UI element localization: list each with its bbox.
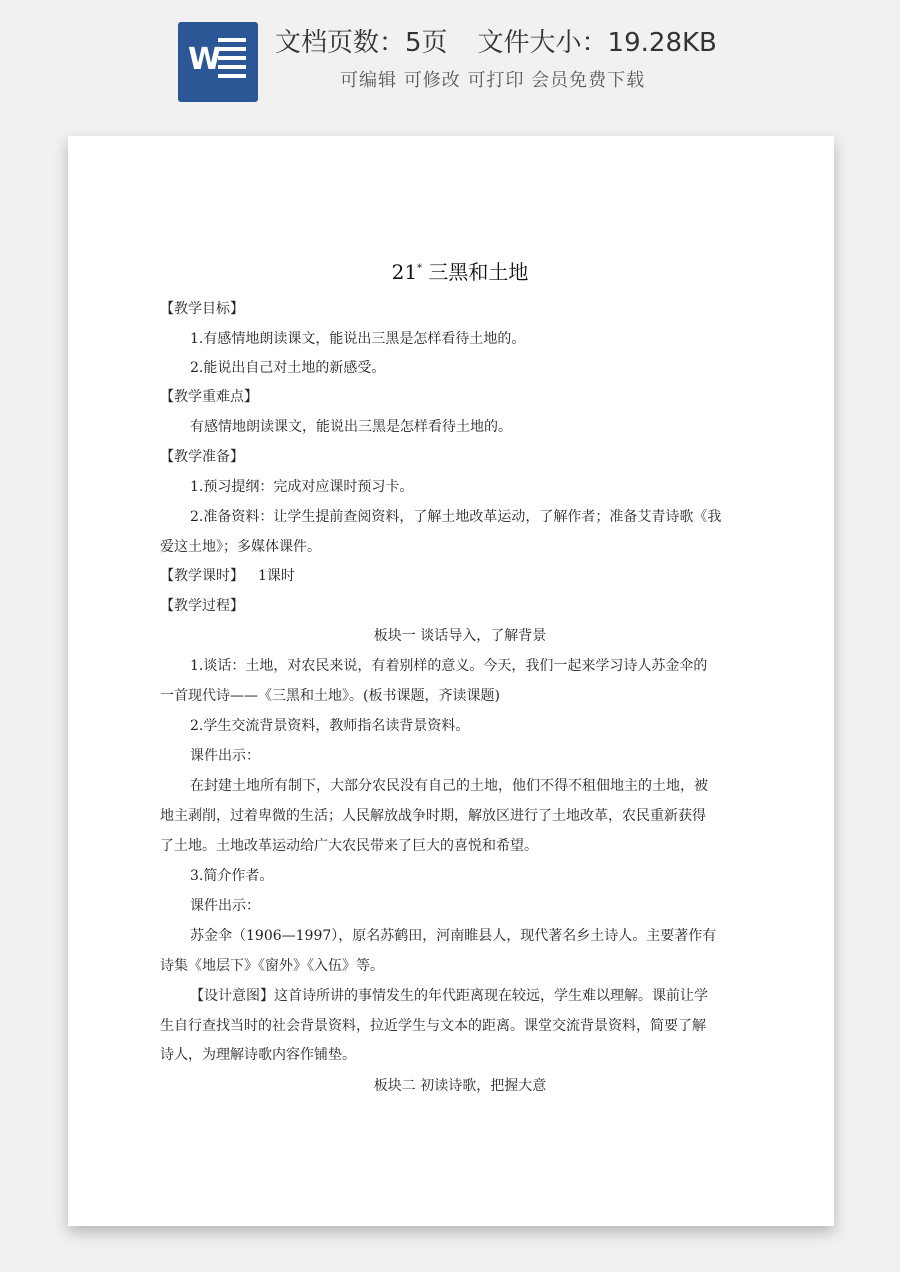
section-heading: 【教学过程】 (160, 598, 244, 614)
title-mark: * (417, 263, 423, 274)
word-letter: W (188, 42, 222, 77)
paragraph-line: 在封建土地所有制下，大部分农民没有自己的土地，他们不得不租佃地主的土地，被 (190, 778, 708, 794)
doc-info (275, 22, 717, 59)
paragraph-line: 生自行查找当时的社会背景资料，拉近学生与文本的距离。课堂交流背景资料，简要了解 (160, 1018, 706, 1034)
block-heading: 板块一 谈话导入，了解背景 (373, 628, 547, 644)
paragraph-line: 地主剥削，过着卑微的生活；人民解放战争时期，解放区进行了土地改革，农民重新获得 (160, 808, 706, 824)
document-page (68, 136, 834, 1226)
paragraph-line: 了土地。土地改革运动给广大农民带来了巨大的喜悦和希望。 (160, 838, 538, 854)
block-heading: 板块二 初读诗歌，把握大意 (373, 1078, 547, 1094)
title-number: 21 (391, 260, 418, 284)
title-text: 三黑和土地 (428, 260, 529, 284)
paragraph-line: 诗人，为理解诗歌内容作铺垫。 (160, 1047, 356, 1063)
lesson-hours-value: 1课时 (258, 568, 295, 584)
document-info-header (0, 0, 900, 120)
paragraph-line: 1.谈话：土地，对农民来说，有着别样的意义。今天，我们一起来学习诗人苏金伞的 (190, 658, 708, 674)
paragraph-line: 1.有感情地朗读课文，能说出三黑是怎样看待土地的。 (190, 331, 526, 347)
paragraph-line: 2.准备资料：让学生提前查阅资料，了解土地改革运动，了解作者；准备艾青诗歌《我 (190, 509, 722, 525)
lesson-hours-row (160, 566, 760, 586)
section-heading: 【教学准备】 (160, 449, 244, 465)
paragraph-line: 课件出示： (190, 898, 260, 914)
paragraph-line: 2.学生交流背景资料，教师指名读背景资料。 (190, 718, 470, 734)
paragraph-line: 3.简介作者。 (190, 868, 274, 884)
section-heading: 【教学重难点】 (160, 389, 258, 405)
page-count: 文档页数：5页 (275, 28, 448, 58)
paragraph-line: 1.预习提纲：完成对应课时预习卡。 (190, 479, 414, 495)
paragraph-line: 诗集《地层下》《窗外》《入伍》等。 (160, 958, 384, 974)
paragraph-line: 一首现代诗——《三黑和土地》。(板书课题，齐读课题) (160, 688, 500, 704)
document-lines-icon (218, 38, 246, 86)
paragraph-line: 苏金伞（1906—1997），原名苏鹤田，河南睢县人，现代著名乡土诗人。主要著作有 (190, 928, 717, 944)
feature-list: 可编辑 可修改 可打印 会员免费下载 (340, 70, 646, 91)
word-document-icon (178, 22, 258, 102)
paragraph-line: 有感情地朗读课文，能说出三黑是怎样看待土地的。 (190, 419, 512, 435)
paragraph-line: 爱这土地》；多媒体课件。 (160, 539, 321, 555)
section-heading: 【教学目标】 (160, 301, 244, 317)
paragraph-line: 2.能说出自己对土地的新感受。 (190, 360, 386, 376)
section-heading: 【教学课时】 (160, 568, 244, 584)
document-title (160, 256, 760, 285)
paragraph-line: 课件出示： (190, 748, 260, 764)
file-size: 文件大小：19.28KB (477, 28, 717, 58)
paragraph-line: 【设计意图】这首诗所讲的事情发生的年代距离现在较远，学生难以理解。课前让学 (190, 988, 708, 1004)
